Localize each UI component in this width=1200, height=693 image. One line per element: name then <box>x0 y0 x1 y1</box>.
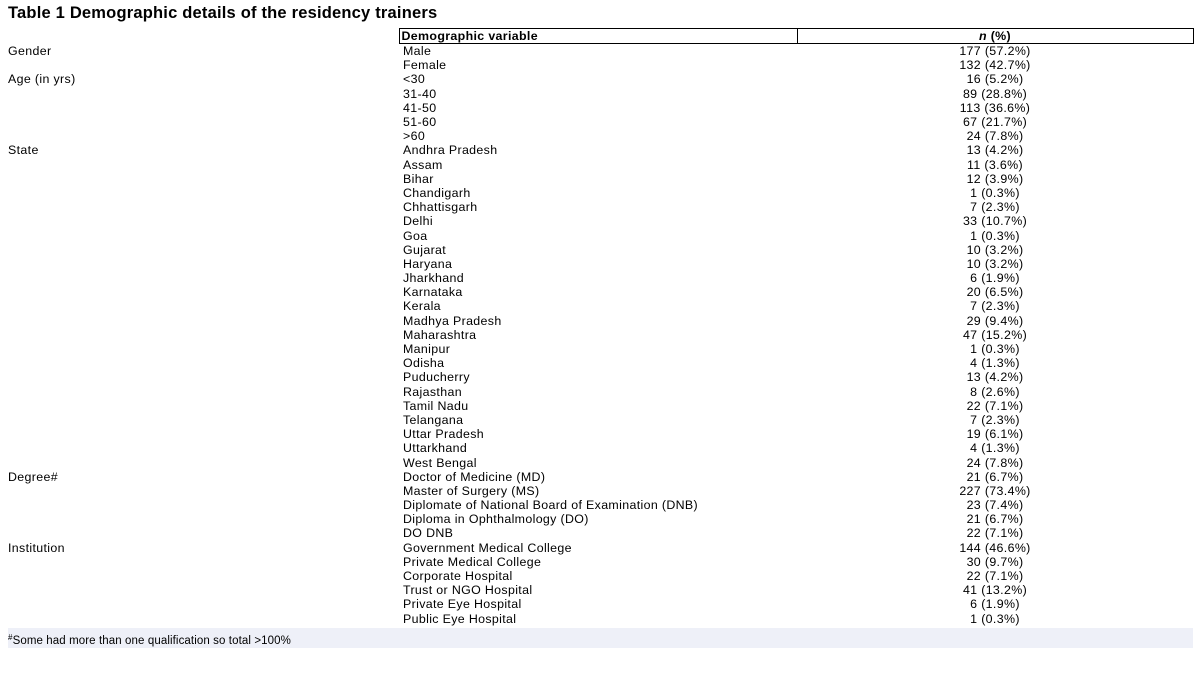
row-variable: Telangana <box>403 412 464 427</box>
row-value: 113 (36.6%) <box>959 100 1031 115</box>
table-row <box>6 299 1193 313</box>
row-variable: Assam <box>403 157 443 172</box>
row-category <box>6 115 399 129</box>
table-row <box>6 243 1193 257</box>
row-category <box>6 498 399 512</box>
row-category <box>6 484 399 498</box>
row-category: State <box>8 143 39 158</box>
row-value: 23 (7.4%) <box>966 498 1024 513</box>
row-category <box>6 101 399 115</box>
row-value: 22 (7.1%) <box>966 569 1024 584</box>
row-variable: Private Eye Hospital <box>403 597 522 612</box>
row-value: 8 (2.6%) <box>970 384 1020 399</box>
table-row <box>6 115 1193 129</box>
table-row <box>6 172 1193 186</box>
header-pct: (%) <box>990 28 1012 43</box>
table-row <box>6 356 1193 370</box>
table-row <box>6 342 1193 356</box>
row-value: 89 (28.8%) <box>962 86 1028 101</box>
table-row <box>6 427 1193 441</box>
table-row <box>6 101 1193 115</box>
row-category <box>6 257 399 271</box>
row-category <box>6 555 399 569</box>
row-value: 16 (5.2%) <box>966 72 1024 87</box>
row-value: 30 (9.7%) <box>966 554 1024 569</box>
table-title: Table 1 Demographic details of the residency trainers <box>8 4 438 22</box>
row-variable: Public Eye Hospital <box>403 611 517 626</box>
row-variable: Diplomate of National Board of Examination (DNB) <box>403 498 699 513</box>
footnote <box>8 628 1193 648</box>
table-row <box>6 484 1193 498</box>
row-category <box>6 243 399 257</box>
table-row <box>6 583 1193 597</box>
row-value: 4 (1.3%) <box>970 441 1020 456</box>
row-variable: West Bengal <box>403 455 477 470</box>
row-value: 227 (73.4%) <box>959 483 1031 498</box>
table-row <box>6 455 1193 469</box>
table-row <box>6 314 1193 328</box>
row-category <box>6 342 399 356</box>
row-category <box>6 285 399 299</box>
row-value: 7 (2.3%) <box>970 200 1020 215</box>
row-category <box>6 186 399 200</box>
row-category <box>6 427 399 441</box>
row-category <box>6 612 399 626</box>
header-n: n <box>978 28 987 43</box>
table-row <box>6 399 1193 413</box>
row-category: Institution <box>8 540 65 555</box>
row-category <box>6 314 399 328</box>
table-row <box>6 385 1193 399</box>
row-value: 41 (13.2%) <box>962 583 1028 598</box>
row-category <box>6 172 399 186</box>
table-row <box>6 214 1193 228</box>
table-row <box>6 271 1193 285</box>
row-value: 7 (2.3%) <box>970 299 1020 314</box>
table-row <box>6 72 1193 86</box>
row-category <box>6 455 399 469</box>
row-category <box>6 399 399 413</box>
row-value: 67 (21.7%) <box>962 115 1028 130</box>
row-category <box>6 200 399 214</box>
table-row <box>6 228 1193 242</box>
demographics-table <box>6 28 1194 626</box>
row-variable: Private Medical College <box>403 554 542 569</box>
row-category <box>6 356 399 370</box>
row-variable: Uttarkhand <box>403 441 468 456</box>
row-value: 20 (6.5%) <box>966 285 1024 300</box>
row-value: 11 (3.6%) <box>967 157 1023 172</box>
row-variable: Uttar Pradesh <box>403 427 484 442</box>
header-variable: Demographic variable <box>399 29 797 44</box>
row-variable: 51-60 <box>403 115 437 130</box>
table-row <box>6 44 1193 59</box>
row-variable: Madhya Pradesh <box>403 313 502 328</box>
table-row <box>6 143 1193 157</box>
row-value: 13 (4.2%) <box>966 370 1024 385</box>
row-category <box>6 370 399 384</box>
row-variable: Kerala <box>403 299 441 314</box>
row-variable: Gujarat <box>403 242 447 257</box>
table-row <box>6 541 1193 555</box>
row-value: 6 (1.9%) <box>970 271 1020 286</box>
row-category: Degree# <box>8 469 58 484</box>
footnote-marker: # <box>8 633 13 642</box>
row-category <box>6 328 399 342</box>
row-variable: Corporate Hospital <box>403 569 513 584</box>
row-category <box>6 526 399 540</box>
row-category <box>6 158 399 172</box>
row-value: 29 (9.4%) <box>966 313 1024 328</box>
row-value: 47 (15.2%) <box>962 327 1028 342</box>
row-value: 24 (7.8%) <box>966 455 1024 470</box>
row-category <box>6 413 399 427</box>
row-category <box>6 87 399 101</box>
row-variable: Chandigarh <box>403 185 471 200</box>
row-value: 6 (1.9%) <box>970 597 1020 612</box>
row-value: 144 (46.6%) <box>959 540 1031 555</box>
table-row <box>6 370 1193 384</box>
row-variable: Male <box>403 44 432 59</box>
row-variable: 31-40 <box>403 86 437 101</box>
row-variable: 41-50 <box>403 100 437 115</box>
row-value: 13 (4.2%) <box>966 143 1024 158</box>
row-value: 1 (0.3%) <box>970 611 1020 626</box>
row-variable: Andhra Pradesh <box>403 143 498 158</box>
row-value: 1 (0.3%) <box>970 228 1020 243</box>
table-row <box>6 555 1193 569</box>
row-variable: Karnataka <box>403 285 463 300</box>
row-variable: Bihar <box>403 171 434 186</box>
footnote-text: Some had more than one qualification so total >100% <box>12 635 291 647</box>
header-category-cell <box>6 29 399 44</box>
row-variable: DO DNB <box>403 526 454 541</box>
table-header-row <box>6 29 1193 44</box>
table-row <box>6 612 1193 626</box>
table-row <box>6 129 1193 143</box>
row-category <box>6 228 399 242</box>
row-category <box>6 58 399 72</box>
row-variable: Manipur <box>403 342 451 357</box>
table-row <box>6 328 1193 342</box>
row-value: 12 (3.9%) <box>966 171 1024 186</box>
row-value: 21 (6.7%) <box>966 469 1024 484</box>
row-value: 22 (7.1%) <box>966 398 1024 413</box>
table-row <box>6 569 1193 583</box>
row-variable: Government Medical College <box>403 540 572 555</box>
row-variable: Odisha <box>403 356 445 371</box>
table-row <box>6 257 1193 271</box>
row-category <box>6 129 399 143</box>
row-variable: Maharashtra <box>403 327 477 342</box>
row-variable: Chhattisgarh <box>403 200 478 215</box>
row-category <box>6 214 399 228</box>
row-category <box>6 299 399 313</box>
row-variable: Goa <box>403 228 428 243</box>
row-category: Gender <box>8 43 52 58</box>
table-row <box>6 597 1193 611</box>
table-row <box>6 186 1193 200</box>
row-value: 10 (3.2%) <box>966 242 1024 257</box>
table-row <box>6 441 1193 455</box>
row-variable: Puducherry <box>403 370 470 385</box>
table-row <box>6 158 1193 172</box>
table-row <box>6 512 1193 526</box>
row-category <box>6 271 399 285</box>
table-row <box>6 87 1193 101</box>
row-value: 132 (42.7%) <box>959 58 1031 73</box>
row-category <box>6 597 399 611</box>
table-row <box>6 200 1193 214</box>
row-variable: Diploma in Ophthalmology (DO) <box>403 512 589 527</box>
row-value: 1 (0.3%) <box>970 342 1020 357</box>
row-variable: Haryana <box>403 256 453 271</box>
row-variable: <30 <box>403 72 426 87</box>
table-body <box>6 44 1193 626</box>
row-value: 1 (0.3%) <box>970 185 1020 200</box>
row-category <box>6 512 399 526</box>
row-value: 24 (7.8%) <box>966 129 1024 144</box>
table-row <box>6 470 1193 484</box>
table-row <box>6 526 1193 540</box>
row-value: 21 (6.7%) <box>966 512 1024 527</box>
row-category <box>6 385 399 399</box>
row-value: 19 (6.1%) <box>966 427 1024 442</box>
table-row <box>6 413 1193 427</box>
row-value: 177 (57.2%) <box>959 44 1031 59</box>
row-variable: Master of Surgery (MS) <box>403 483 540 498</box>
row-category: Age (in yrs) <box>8 72 76 87</box>
table-row <box>6 498 1193 512</box>
row-category <box>6 569 399 583</box>
row-value: 33 (10.7%) <box>962 214 1028 229</box>
row-variable: >60 <box>403 129 426 144</box>
row-variable: Delhi <box>403 214 433 229</box>
table-row <box>6 58 1193 72</box>
row-value: 7 (2.3%) <box>970 412 1020 427</box>
row-variable: Jharkhand <box>403 271 465 286</box>
row-category <box>6 441 399 455</box>
table-row <box>6 285 1193 299</box>
row-variable: Tamil Nadu <box>403 398 469 413</box>
row-value: 4 (1.3%) <box>970 356 1020 371</box>
row-value: 10 (3.2%) <box>966 256 1024 271</box>
header-n-percent <box>797 29 1193 44</box>
row-variable: Doctor of Medicine (MD) <box>403 469 546 484</box>
row-variable: Rajasthan <box>403 384 462 399</box>
row-value: 22 (7.1%) <box>966 526 1024 541</box>
row-variable: Trust or NGO Hospital <box>403 583 533 598</box>
row-category <box>6 583 399 597</box>
row-variable: Female <box>403 58 447 73</box>
